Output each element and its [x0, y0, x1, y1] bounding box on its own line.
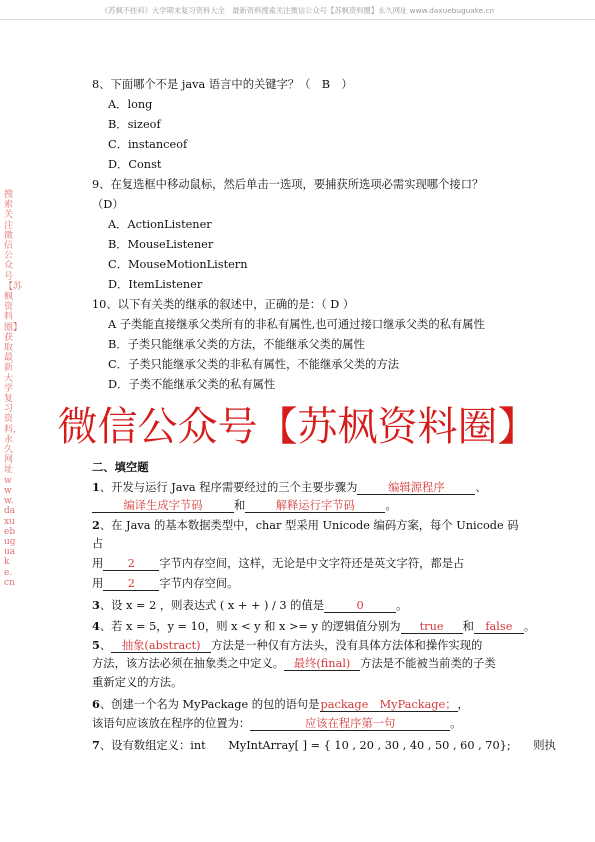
fill-2-text-2: 字节内存空间，这样，无论是中文字符还是英文字符，都是占	[159, 557, 465, 570]
fill-1-text: 、开发与运行 Java 程序需要经过的三个主要步骤为	[99, 481, 358, 494]
fill-4-end: 。	[523, 620, 536, 633]
fill-5-line-2	[92, 657, 496, 671]
question-10-option-c: C．子类只能继承父类的非私有属性，不能继承父类的方法	[108, 358, 400, 371]
fill-5-text-1: 方法是一种仅有方法头，没有具体方法体和操作实现的	[211, 639, 483, 652]
question-10-stem: 10、以下有关类的继承的叙述中，正确的是：（ D ）	[92, 298, 355, 311]
fill-2-answer-2: 2	[103, 578, 159, 591]
fill-1-end: 。	[385, 499, 397, 512]
question-8-option-c: C．instanceof	[108, 138, 188, 151]
fill-6-line-1	[92, 697, 469, 712]
question-9-option-b: B．MouseListener	[108, 238, 214, 251]
fill-6-number: 6	[92, 697, 100, 711]
section-2-title: 二、填空题	[92, 460, 149, 474]
fill-5-number: 5	[92, 638, 100, 652]
fill-3-answer: 0	[324, 600, 396, 613]
fill-5-answer-2: 最终(final)	[284, 658, 360, 671]
question-10-option-b: B．子类只能继承父类的方法，不能继承父类的属性	[108, 338, 365, 351]
fill-2-text: 、在 Java 的基本数据类型中，char 型采用 Unicode 编码方案，每个 Unicode 码	[99, 519, 519, 532]
fill-4-and: 和	[462, 620, 474, 633]
fill-7-line-1	[92, 738, 556, 753]
question-9-stem: 9、在复选框中移动鼠标，然后单击一选项，要捕获所选项必需实现哪个接口？	[92, 178, 484, 191]
fill-2-answer-1: 2	[103, 558, 159, 571]
question-9-option-d: D．ItemListener	[108, 278, 203, 291]
fill-1-and: 和	[234, 499, 246, 512]
promo-banner: 微信公众号【苏枫资料圈】	[57, 404, 538, 450]
fill-4-number: 4	[92, 619, 100, 633]
fill-5-text-3: 方法是不能被当前类的子类	[360, 657, 496, 670]
fill-7-number: 7	[92, 738, 100, 752]
question-9-option-c: C．MouseMotionListern	[108, 258, 248, 271]
page-header-watermark: 《苏枫不挂科》大学期末复习资料大全 最新资料搜索关注微信公众号【苏枫资料圈】永久网址 www.daxuebuguake.cn	[100, 6, 495, 15]
question-10-option-a: A 子类能直接继承父类所有的非私有属性,也可通过接口继承父类的私有属性	[108, 318, 485, 331]
fill-2-text-3: 字节内存空间。	[159, 577, 239, 590]
question-8-option-a: A．long	[108, 98, 153, 111]
side-watermark: 搜索关注微信公众号【苏枫资料圈】获取最新大学复习资料，永久网址www.daxuebuguake.cn	[4, 190, 23, 588]
question-8-option-d: D．Const	[108, 158, 162, 171]
fill-1-answer-3: 解释运行字节码	[245, 500, 385, 513]
fill-5-sep: 、	[99, 639, 112, 652]
fill-3-text: 、设 x = 2 ，则表达式 ( x + + ) / 3 的值是	[99, 599, 325, 612]
fill-1-answer-1: 编辑源程序	[357, 482, 475, 495]
fill-2-line-1	[92, 518, 519, 533]
question-9-option-a: A．ActionListener	[108, 218, 212, 231]
question-8-stem: 8、下面哪个不是 java 语言中的关键字？（ B ）	[92, 78, 353, 91]
fill-6-line-2	[92, 717, 461, 731]
fill-5-line-1	[92, 638, 482, 653]
fill-6-sep: ，	[457, 698, 469, 711]
question-8-option-b: B．sizeof	[108, 118, 161, 131]
fill-6-text-1: 、创建一个名为 MyPackage 的包的语句是	[99, 698, 320, 711]
fill-4-answer-1: true	[401, 621, 463, 634]
fill-4-answer-2: false	[474, 621, 524, 634]
fill-2-line-4	[92, 577, 238, 591]
fill-5-line-3: 重新定义的方法。	[92, 676, 183, 689]
fill-6-answer-1: package MyPackage；	[320, 698, 457, 711]
fill-3-end: 。	[396, 599, 408, 612]
fill-1-sep: 、	[475, 481, 487, 494]
fill-2-number: 2	[92, 518, 100, 532]
fill-1-number: 1	[92, 480, 100, 494]
fill-2-line-3	[92, 557, 464, 571]
fill-2-line-2: 占	[92, 537, 104, 550]
fill-5-answer-1: 抽象(abstract)	[111, 640, 211, 653]
fill-6-end: 。	[450, 717, 462, 730]
fill-7-text: 、设有数组定义：int MyIntArray[ ] = { 10 , 20 , 30 , 40 , 50 , 60 , 70}; 则执	[99, 739, 556, 752]
question-9-answer: （D）	[92, 198, 124, 211]
fill-5-text-2: 方法，该方法必须在抽象类之中定义。	[92, 657, 285, 670]
fill-1-answer-2: 编译生成字节码	[92, 500, 234, 513]
fill-6-text-2: 该语句应该放在程序的位置为：	[92, 717, 251, 730]
fill-4-text: 、若 x = 5，y = 10，则 x < y 和 x >= y 的逻辑值分别为	[99, 620, 401, 633]
fill-2-yong-2: 用	[92, 577, 104, 590]
header-divider	[0, 19, 595, 20]
fill-4-line	[92, 619, 535, 634]
fill-1-line-2	[92, 499, 397, 513]
fill-3-line	[92, 598, 407, 613]
fill-3-number: 3	[92, 598, 100, 612]
fill-2-yong-1: 用	[92, 557, 104, 570]
fill-6-answer-2: 应该在程序第一句	[250, 718, 450, 731]
fill-1-line-1	[92, 480, 487, 495]
question-10-option-d: D．子类不能继承父类的私有属性	[108, 378, 276, 391]
